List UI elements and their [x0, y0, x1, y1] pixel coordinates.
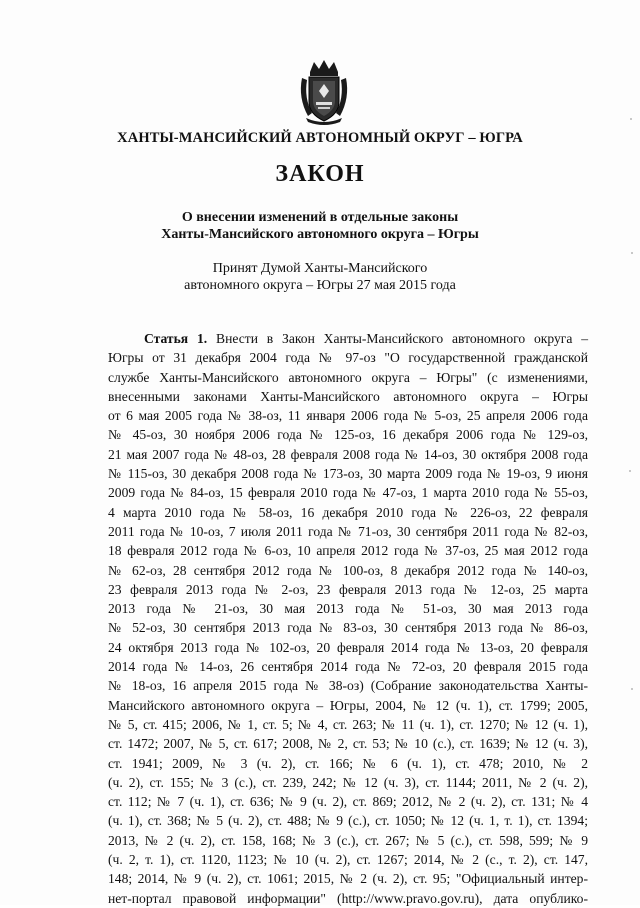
scan-speck	[630, 118, 632, 120]
body-line: 2013, № 2 (ч. 2), ст. 158, 168; № 3 (с.), ст. 267; № 5 (с.), ст. 598, 599; № 9	[108, 832, 588, 848]
document-type: ЗАКОН	[275, 161, 365, 187]
adoption-note	[0, 260, 640, 294]
law-title	[0, 209, 640, 243]
body-line: 4 марта 2010 года № 58-оз, 16 декабря 2010 года № 226-оз, 22 февраля	[108, 504, 588, 520]
body-line: № 45-оз, 30 ноября 2006 года № 125-оз, 16 декабря 2006 года № 129-оз,	[108, 427, 588, 443]
body-line: 2011 года № 10-оз, 7 июля 2011 года № 71-оз, 30 сентября 2011 года № 82-оз,	[108, 523, 588, 539]
article-body	[108, 329, 588, 908]
body-line: 23 февраля 2013 года № 2-оз, 23 февраля 2013 года № 12-оз, 25 марта	[108, 581, 588, 597]
region-title: ХАНТЫ-МАНСИЙСКИЙ АВТОНОМНЫЙ ОКРУГ – ЮГРА	[117, 130, 523, 146]
body-line: внесенными законами Ханты-Мансийского автономного округа – Югры	[108, 388, 588, 404]
body-line: 18 февраля 2012 года № 6-оз, 10 апреля 2012 года № 37-оз, 25 мая 2012 года	[108, 543, 588, 559]
body-line: Мансийского автономного округа – Югры, 2004, № 12 (ч. 1), ст. 1799; 2005,	[108, 697, 588, 713]
body-line: № 62-оз, 28 сентября 2012 года № 100-оз, 8 декабря 2012 года № 140-оз,	[108, 562, 588, 578]
body-line: ст. 1472; 2007, № 5, ст. 617; 2008, № 2, ст. 53; № 10 (с.), ст. 1639; № 12 (ч. 3),	[108, 736, 588, 752]
body-line: Югры от 31 декабря 2004 года № 97-оз "О государственной гражданской	[108, 350, 588, 366]
coat-of-arms-icon	[296, 58, 352, 126]
scan-speck	[631, 252, 633, 254]
adoption-line: автономного округа – Югры 27 мая 2015 года	[184, 278, 456, 293]
body-line	[108, 329, 588, 348]
body-line: 2009 года № 84-оз, 15 февраля 2010 года № 47-оз, 1 марта 2010 года № 55-оз,	[108, 485, 588, 501]
article-label: Статья 1.	[144, 331, 208, 346]
body-line: ст. 112; № 7 (ч. 1), ст. 636; № 9 (ч. 2), ст. 869; 2012, № 2 (ч. 2), ст. 131; № 4	[108, 794, 588, 810]
scan-speck	[631, 688, 633, 690]
body-line: (ч. 2, т. 1), ст. 1120, 1123; № 10 (ч. 2), ст. 1267; 2014, № 2 (с., т. 2), ст. 147,	[108, 852, 588, 868]
body-line: службе Ханты-Мансийского автономного округа – Югры" (с изменениями,	[108, 369, 588, 385]
body-line: 2013 года № 21-оз, 30 мая 2013 года № 51-оз, 30 мая 2013 года	[108, 601, 588, 617]
body-line-text: Внести в Закон Ханты-Мансийского автономного округа –	[216, 331, 589, 346]
body-line: № 5, ст. 415; 2006, № 1, ст. 5; № 4, ст. 263; № 11 (ч. 1), ст. 1270; № 12 (ч. 1),	[108, 716, 588, 732]
body-line: ст. 1941; 2009, № 3 (ч. 2), ст. 166; № 6 (ч. 1), ст. 478; 2010, № 2	[108, 755, 588, 771]
body-line: 2014 года № 14-оз, 26 сентября 2014 года № 72-оз, 20 февраля 2015 года	[108, 659, 588, 675]
body-line: от 6 мая 2005 года № 38-оз, 11 января 2006 года № 5-оз, 25 апреля 2006 года	[108, 408, 588, 424]
body-line: № 52-оз, 30 сентября 2013 года № 83-оз, 30 сентября 2013 года № 86-оз,	[108, 620, 588, 636]
body-line: 21 мая 2007 года № 48-оз, 28 февраля 2008 года № 14-оз, 30 октября 2008 года	[108, 446, 588, 462]
body-line: № 18-оз, 16 апреля 2015 года № 38-оз) (Собрание законодательства Ханты-	[108, 678, 588, 694]
law-title-line: Ханты-Мансийского автономного округа – Югры	[161, 227, 479, 242]
body-line: № 115-оз, 30 декабря 2008 года № 173-оз, 30 марта 2009 года № 19-оз, 9 июня	[108, 466, 588, 482]
body-line: 148; 2014, № 9 (ч. 2), ст. 1061; 2015, № 2 (ч. 2), ст. 95; "Официальный интер-	[108, 871, 588, 887]
body-line: 24 октября 2013 года № 102-оз, 20 февраля 2014 года № 13-оз, 20 февраля	[108, 639, 588, 655]
body-line: нет-портал правовой информации" (http://www.pravo.gov.ru), дата опублико-	[108, 890, 588, 906]
adoption-line: Принят Думой Ханты-Мансийского	[212, 261, 428, 276]
body-line: (ч. 1), ст. 368; № 5 (ч. 2), ст. 488; № 9 (с.), ст. 1050; № 12 (ч. 1, т. 1), ст. 1394;	[108, 813, 588, 829]
scan-speck	[629, 470, 631, 472]
body-line: (ч. 2), ст. 155; № 3 (с.), ст. 239, 242; № 12 (ч. 3), ст. 1144; 2011, № 2 (ч. 2),	[108, 774, 588, 790]
law-title-line: О внесении изменений в отдельные законы	[181, 210, 459, 225]
